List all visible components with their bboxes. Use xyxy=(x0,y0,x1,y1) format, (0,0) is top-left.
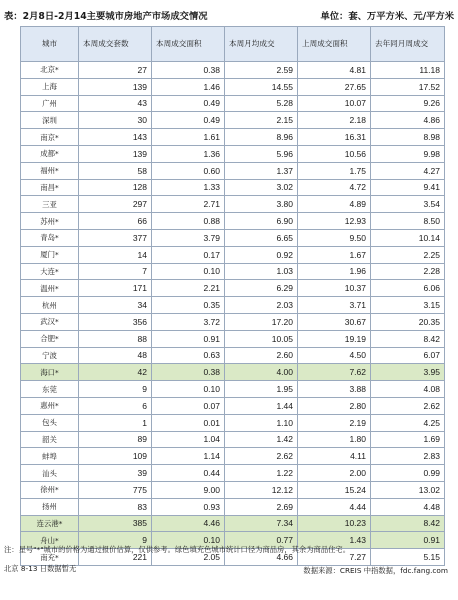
value-cell: 0.44 xyxy=(152,465,225,482)
value-cell: 2.21 xyxy=(152,280,225,297)
value-cell: 4.44 xyxy=(298,498,371,515)
value-cell: 9.00 xyxy=(152,481,225,498)
value-cell: 2.28 xyxy=(371,263,445,280)
value-cell: 1.46 xyxy=(152,78,225,95)
value-cell: 139 xyxy=(79,145,152,162)
value-cell: 1.95 xyxy=(225,381,298,398)
value-cell: 15.24 xyxy=(298,481,371,498)
value-cell: 9 xyxy=(79,381,152,398)
city-cell: 厦门* xyxy=(21,246,79,263)
value-cell: 10.14 xyxy=(371,229,445,246)
table-row xyxy=(21,213,445,230)
city-cell: 北京* xyxy=(21,62,79,79)
value-cell: 10.05 xyxy=(225,330,298,347)
table-row xyxy=(21,465,445,482)
value-cell: 356 xyxy=(79,313,152,330)
value-cell: 19.19 xyxy=(298,330,371,347)
value-cell: 8.98 xyxy=(371,129,445,146)
value-cell: 6.07 xyxy=(371,347,445,364)
value-cell: 6.06 xyxy=(371,280,445,297)
unit-label: 单位：套、万平方米、元/平方米 xyxy=(320,11,454,22)
value-cell: 5.96 xyxy=(225,145,298,162)
value-cell: 4.89 xyxy=(298,196,371,213)
value-cell: 775 xyxy=(79,481,152,498)
value-cell: 7.34 xyxy=(225,515,298,532)
table-row xyxy=(21,196,445,213)
footnote-beijing: 北京 8-13 日数据暂无 xyxy=(4,564,77,573)
value-cell: 12.93 xyxy=(298,213,371,230)
value-cell: 0.92 xyxy=(225,246,298,263)
value-cell: 4.48 xyxy=(371,498,445,515)
value-cell: 6.90 xyxy=(225,213,298,230)
value-cell: 8.96 xyxy=(225,129,298,146)
value-cell: 4.08 xyxy=(371,381,445,398)
value-cell: 1.43 xyxy=(298,532,371,549)
value-cell: 42 xyxy=(79,364,152,381)
value-cell: 2.25 xyxy=(371,246,445,263)
value-cell: 4.66 xyxy=(225,549,298,566)
value-cell: 10.07 xyxy=(298,95,371,112)
table-row xyxy=(21,448,445,465)
transactions-table xyxy=(20,26,445,566)
value-cell: 3.02 xyxy=(225,179,298,196)
city-cell: 成都* xyxy=(21,145,79,162)
city-cell: 南昌* xyxy=(21,179,79,196)
value-cell: 30.67 xyxy=(298,313,371,330)
value-cell: 20.35 xyxy=(371,313,445,330)
city-cell: 福州* xyxy=(21,162,79,179)
city-cell: 连云港* xyxy=(21,515,79,532)
value-cell: 4.86 xyxy=(371,112,445,129)
value-cell: 7.27 xyxy=(298,549,371,566)
table-row xyxy=(21,515,445,532)
value-cell: 1.33 xyxy=(152,179,225,196)
table-row xyxy=(21,112,445,129)
table-row xyxy=(21,397,445,414)
value-cell: 48 xyxy=(79,347,152,364)
value-cell: 2.59 xyxy=(225,62,298,79)
value-cell: 4.25 xyxy=(371,414,445,431)
value-cell: 4.46 xyxy=(152,515,225,532)
table-row xyxy=(21,431,445,448)
table-row xyxy=(21,229,445,246)
table-row xyxy=(21,414,445,431)
value-cell: 1.67 xyxy=(298,246,371,263)
value-cell: 0.07 xyxy=(152,397,225,414)
value-cell: 7 xyxy=(79,263,152,280)
city-cell: 海口* xyxy=(21,364,79,381)
value-cell: 1.14 xyxy=(152,448,225,465)
value-cell: 3.71 xyxy=(298,297,371,314)
value-cell: 27.65 xyxy=(298,78,371,95)
city-cell: 大连* xyxy=(21,263,79,280)
value-cell: 8.42 xyxy=(371,330,445,347)
value-cell: 5.28 xyxy=(225,95,298,112)
header-area: 本周成交面积 xyxy=(152,27,225,62)
city-cell: 三亚 xyxy=(21,196,79,213)
city-cell: 东莞 xyxy=(21,381,79,398)
table-row xyxy=(21,381,445,398)
value-cell: 2.80 xyxy=(298,397,371,414)
value-cell: 2.62 xyxy=(371,397,445,414)
value-cell: 16.31 xyxy=(298,129,371,146)
value-cell: 89 xyxy=(79,431,152,448)
table-row xyxy=(21,179,445,196)
value-cell: 1.96 xyxy=(298,263,371,280)
value-cell: 10.37 xyxy=(298,280,371,297)
value-cell: 6.65 xyxy=(225,229,298,246)
value-cell: 9.98 xyxy=(371,145,445,162)
value-cell: 0.63 xyxy=(152,347,225,364)
value-cell: 9.41 xyxy=(371,179,445,196)
value-cell: 58 xyxy=(79,162,152,179)
value-cell: 139 xyxy=(79,78,152,95)
value-cell: 377 xyxy=(79,229,152,246)
city-cell: 扬州 xyxy=(21,498,79,515)
table-row xyxy=(21,246,445,263)
table-row xyxy=(21,162,445,179)
value-cell: 171 xyxy=(79,280,152,297)
value-cell: 3.80 xyxy=(225,196,298,213)
value-cell: 9 xyxy=(79,532,152,549)
value-cell: 2.19 xyxy=(298,414,371,431)
value-cell: 10.56 xyxy=(298,145,371,162)
table-row xyxy=(21,280,445,297)
value-cell: 88 xyxy=(79,330,152,347)
value-cell: 3.54 xyxy=(371,196,445,213)
value-cell: 2.71 xyxy=(152,196,225,213)
value-cell: 2.15 xyxy=(225,112,298,129)
value-cell: 2.18 xyxy=(298,112,371,129)
value-cell: 0.01 xyxy=(152,414,225,431)
value-cell: 0.38 xyxy=(152,62,225,79)
table-body xyxy=(21,62,445,566)
value-cell: 13.02 xyxy=(371,481,445,498)
value-cell: 3.95 xyxy=(371,364,445,381)
value-cell: 0.77 xyxy=(225,532,298,549)
value-cell: 3.15 xyxy=(371,297,445,314)
value-cell: 12.12 xyxy=(225,481,298,498)
value-cell: 6.29 xyxy=(225,280,298,297)
city-cell: 杭州 xyxy=(21,297,79,314)
value-cell: 1.44 xyxy=(225,397,298,414)
value-cell: 1.42 xyxy=(225,431,298,448)
value-cell: 0.99 xyxy=(371,465,445,482)
value-cell: 0.10 xyxy=(152,263,225,280)
value-cell: 34 xyxy=(79,297,152,314)
value-cell: 2.69 xyxy=(225,498,298,515)
table-row xyxy=(21,95,445,112)
city-cell: 武汉* xyxy=(21,313,79,330)
value-cell: 3.72 xyxy=(152,313,225,330)
value-cell: 0.10 xyxy=(152,532,225,549)
value-cell: 109 xyxy=(79,448,152,465)
table-header-row xyxy=(21,27,445,62)
value-cell: 8.42 xyxy=(371,515,445,532)
value-cell: 0.91 xyxy=(152,330,225,347)
value-cell: 2.60 xyxy=(225,347,298,364)
city-cell: 深圳 xyxy=(21,112,79,129)
value-cell: 4.50 xyxy=(298,347,371,364)
value-cell: 30 xyxy=(79,112,152,129)
value-cell: 0.10 xyxy=(152,381,225,398)
value-cell: 9.26 xyxy=(371,95,445,112)
table-row xyxy=(21,498,445,515)
value-cell: 4.11 xyxy=(298,448,371,465)
value-cell: 17.52 xyxy=(371,78,445,95)
city-cell: 包头 xyxy=(21,414,79,431)
value-cell: 1.37 xyxy=(225,162,298,179)
table-row xyxy=(21,145,445,162)
city-cell: 宁波 xyxy=(21,347,79,364)
value-cell: 2.05 xyxy=(152,549,225,566)
value-cell: 1.69 xyxy=(371,431,445,448)
city-cell: 舟山* xyxy=(21,532,79,549)
value-cell: 2.03 xyxy=(225,297,298,314)
table-row xyxy=(21,313,445,330)
value-cell: 0.60 xyxy=(152,162,225,179)
city-cell: 青岛* xyxy=(21,229,79,246)
value-cell: 0.93 xyxy=(152,498,225,515)
value-cell: 1.04 xyxy=(152,431,225,448)
header-city: 城市 xyxy=(21,27,79,62)
value-cell: 39 xyxy=(79,465,152,482)
value-cell: 0.91 xyxy=(371,532,445,549)
value-cell: 83 xyxy=(79,498,152,515)
table-row xyxy=(21,78,445,95)
value-cell: 1.80 xyxy=(298,431,371,448)
table-row xyxy=(21,481,445,498)
value-cell: 0.35 xyxy=(152,297,225,314)
city-cell: 蚌埠 xyxy=(21,448,79,465)
table-row xyxy=(21,297,445,314)
value-cell: 2.62 xyxy=(225,448,298,465)
value-cell: 0.17 xyxy=(152,246,225,263)
value-cell: 9.50 xyxy=(298,229,371,246)
table-title: 表：2月8日-2月14主要城市房地产市场成交情况 xyxy=(4,11,208,22)
value-cell: 1.36 xyxy=(152,145,225,162)
city-cell: 广州 xyxy=(21,95,79,112)
value-cell: 7.62 xyxy=(298,364,371,381)
value-cell: 1.75 xyxy=(298,162,371,179)
value-cell: 3.88 xyxy=(298,381,371,398)
city-cell: 汕头 xyxy=(21,465,79,482)
table-row xyxy=(21,129,445,146)
table-row xyxy=(21,263,445,280)
header-last-week-area: 上周成交面积 xyxy=(298,27,371,62)
value-cell: 2.83 xyxy=(371,448,445,465)
table-row xyxy=(21,330,445,347)
data-source: 数据来源：CREIS 中指数据，fdc.fang.com xyxy=(303,566,448,575)
value-cell: 3.79 xyxy=(152,229,225,246)
header-units: 本周成交套数 xyxy=(79,27,152,62)
value-cell: 385 xyxy=(79,515,152,532)
city-cell: 徐州* xyxy=(21,481,79,498)
city-cell: 南京* xyxy=(21,129,79,146)
value-cell: 4.27 xyxy=(371,162,445,179)
value-cell: 1.10 xyxy=(225,414,298,431)
value-cell: 297 xyxy=(79,196,152,213)
value-cell: 143 xyxy=(79,129,152,146)
city-cell: 南充* xyxy=(21,549,79,566)
value-cell: 6 xyxy=(79,397,152,414)
city-cell: 惠州* xyxy=(21,397,79,414)
city-cell: 合肥* xyxy=(21,330,79,347)
value-cell: 17.20 xyxy=(225,313,298,330)
value-cell: 66 xyxy=(79,213,152,230)
value-cell: 4.72 xyxy=(298,179,371,196)
value-cell: 4.81 xyxy=(298,62,371,79)
city-cell: 韶关 xyxy=(21,431,79,448)
value-cell: 0.49 xyxy=(152,95,225,112)
value-cell: 11.18 xyxy=(371,62,445,79)
value-cell: 1 xyxy=(79,414,152,431)
table-row xyxy=(21,347,445,364)
value-cell: 0.88 xyxy=(152,213,225,230)
value-cell: 0.49 xyxy=(152,112,225,129)
value-cell: 27 xyxy=(79,62,152,79)
table-row xyxy=(21,62,445,79)
value-cell: 8.50 xyxy=(371,213,445,230)
value-cell: 5.15 xyxy=(371,549,445,566)
value-cell: 4.00 xyxy=(225,364,298,381)
value-cell: 221 xyxy=(79,549,152,566)
value-cell: 10.23 xyxy=(298,515,371,532)
city-cell: 上海 xyxy=(21,78,79,95)
table-row xyxy=(21,364,445,381)
value-cell: 14 xyxy=(79,246,152,263)
header-last-year: 去年同月周成交 xyxy=(371,27,445,62)
value-cell: 43 xyxy=(79,95,152,112)
value-cell: 1.61 xyxy=(152,129,225,146)
value-cell: 2.00 xyxy=(298,465,371,482)
value-cell: 1.03 xyxy=(225,263,298,280)
value-cell: 128 xyxy=(79,179,152,196)
header-monthly-avg: 本周月均成交 xyxy=(225,27,298,62)
city-cell: 温州* xyxy=(21,280,79,297)
value-cell: 14.55 xyxy=(225,78,298,95)
footnote: 注：星号"*"城市的价格为通过报价估算，仅供参考。绿色填充色城市统计口径为商品房，其余为商品住宅。 xyxy=(4,545,351,554)
value-cell: 1.22 xyxy=(225,465,298,482)
city-cell: 苏州* xyxy=(21,213,79,230)
table-title-row xyxy=(4,8,454,22)
value-cell: 0.38 xyxy=(152,364,225,381)
